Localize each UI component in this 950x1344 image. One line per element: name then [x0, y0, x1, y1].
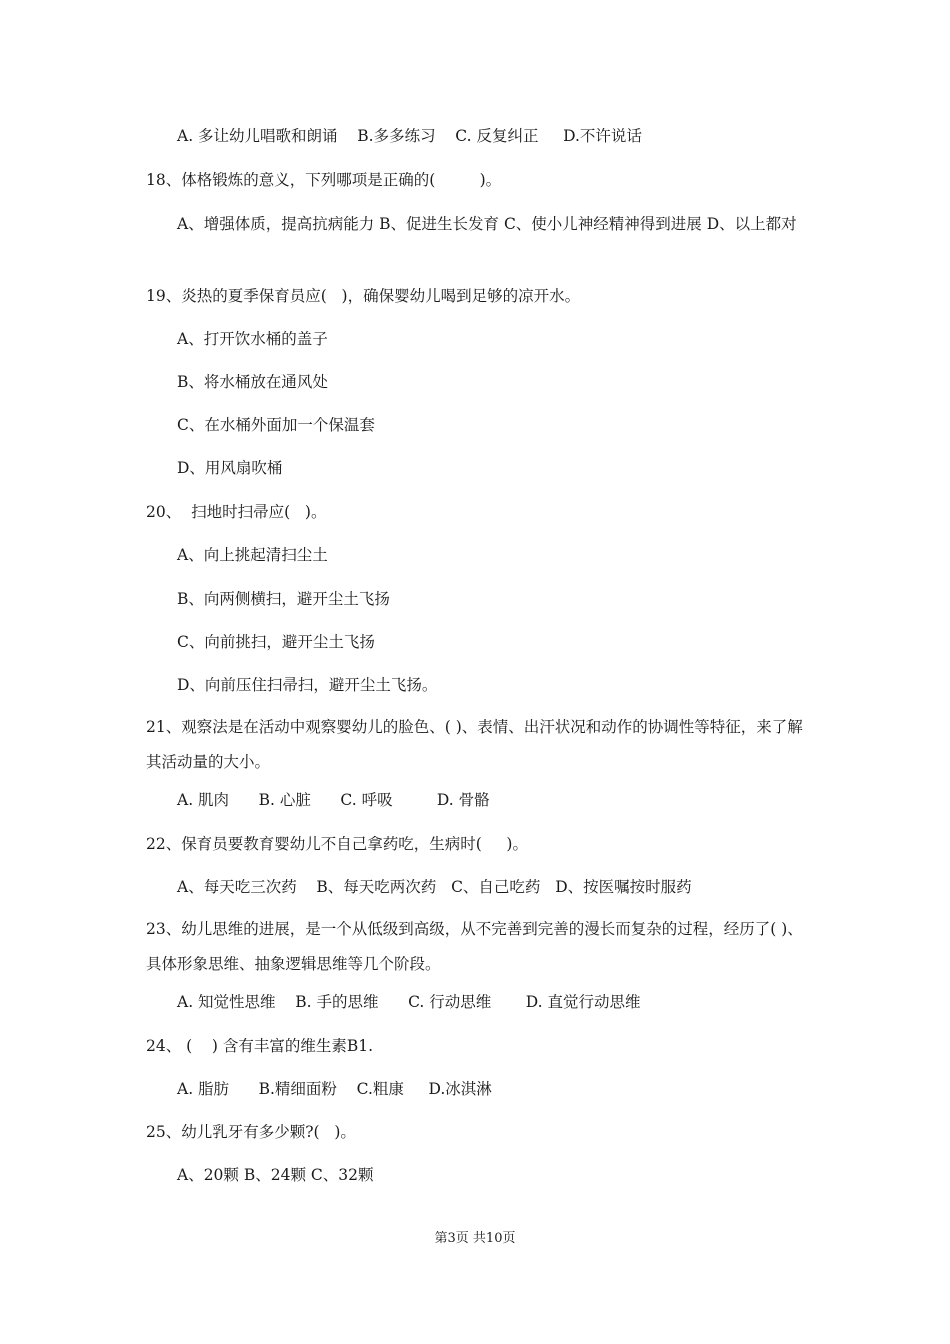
q19-option-a: A、打开饮水桶的盖子: [177, 330, 328, 348]
q24-stem: 24、 ( ) 含有丰富的维生素B1.: [146, 1037, 374, 1055]
q24-options: A. 脂肪 B.精细面粉 C.粗康 D.冰淇淋: [177, 1080, 492, 1098]
q19-option-b: B、将水桶放在通风处: [177, 373, 328, 391]
q22-stem: 22、保育员要教育婴幼儿不自己拿药吃，生病时( )。: [146, 835, 528, 853]
page-footer: 第3页 共10页: [434, 1231, 516, 1246]
q25-stem: 25、幼儿乳牙有多少颗?( )。: [146, 1123, 356, 1141]
q20-option-b: B、向两侧横扫，避开尘土飞扬: [177, 590, 390, 608]
q19-option-d: D、用风扇吹桶: [177, 459, 283, 477]
q18-stem: 18、体格锻炼的意义，下列哪项是正确的( )。: [146, 171, 502, 189]
q18-options: A、增强体质，提高抗病能力 B、促进生长发育 C、使小儿神经精神得到进展 D、以上都对: [177, 215, 797, 233]
q21-stem: 21、观察法是在活动中观察婴幼儿的脸色、( )、表情、出汗状况和动作的协调性等特征，来了解其活动量的大小。: [146, 718, 803, 771]
q20-stem: 20、 扫地时扫帚应( )。: [146, 503, 327, 521]
q20-option-d: D、向前压住扫帚扫，避开尘土飞扬。: [177, 676, 438, 694]
q22-options: A、每天吃三次药 B、每天吃两次药 C、自己吃药 D、按医嘱按时服药: [177, 878, 692, 896]
q19-option-c: C、在水桶外面加一个保温套: [177, 416, 375, 434]
q20-option-c: C、向前挑扫，避开尘土飞扬: [177, 633, 375, 651]
q19-stem: 19、炎热的夏季保育员应( )，确保婴幼儿喝到足够的凉开水。: [146, 287, 581, 305]
q25-options: A、20颗 B、24颗 C、32颗: [177, 1166, 374, 1184]
q20-option-a: A、向上挑起清扫尘土: [177, 546, 328, 564]
q21-options: A. 肌肉 B. 心脏 C. 呼吸 D. 骨骼: [177, 791, 490, 809]
q23-options: A. 知觉性思维 B. 手的思维 C. 行动思维 D. 直觉行动思维: [177, 993, 641, 1011]
q23-stem: 23、幼儿思维的进展，是一个从低级到高级，从不完善到完善的漫长而复杂的过程，经历了( )、具体形象思维、抽象逻辑思维等几个阶段。: [146, 920, 803, 973]
q17-options: A. 多让幼儿唱歌和朗诵 B.多多练习 C. 反复纠正 D.不许说话: [177, 127, 642, 145]
